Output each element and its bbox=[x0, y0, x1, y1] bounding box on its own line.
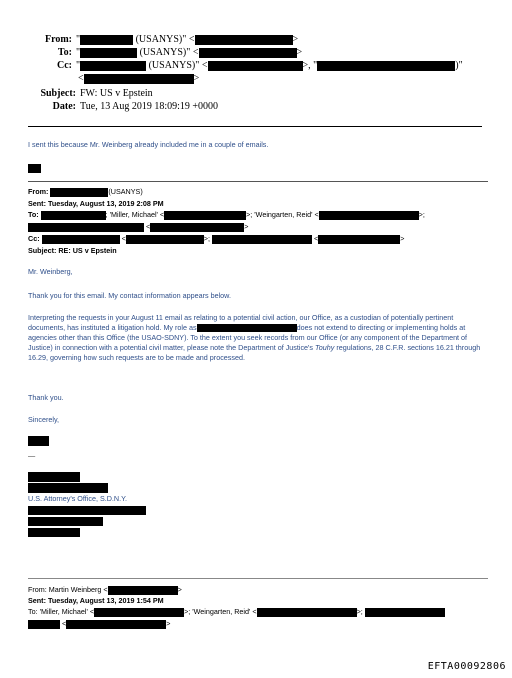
redaction bbox=[318, 235, 400, 244]
redaction bbox=[42, 235, 120, 244]
redaction bbox=[28, 436, 49, 446]
header-from-row: From: " (USANYS)" < > bbox=[0, 34, 298, 45]
redaction bbox=[41, 211, 106, 220]
intro-line: I sent this because Mr. Weinberg already included me in a couple of emails. bbox=[28, 140, 269, 149]
from-suffix: (USANYS) bbox=[108, 187, 143, 196]
redaction bbox=[66, 620, 166, 629]
redaction bbox=[317, 61, 455, 71]
redaction bbox=[257, 608, 357, 617]
sincerely: Sincerely, bbox=[28, 415, 60, 424]
header-cc-row-2: < > bbox=[78, 73, 200, 84]
message-divider bbox=[28, 578, 488, 579]
date-value: Tue, 13 Aug 2019 18:09:19 +0000 bbox=[80, 101, 219, 112]
greeting: Mr. Weinberg, bbox=[28, 267, 73, 276]
touhy-italic: Touhy bbox=[315, 343, 335, 352]
msg1-cc: Cc: < >; < > bbox=[28, 234, 405, 243]
to-miller: ; 'Miller, Michael' < bbox=[105, 210, 165, 219]
msg1-subject: Subject: RE: US v Epstein bbox=[28, 246, 117, 255]
redaction bbox=[319, 211, 419, 220]
header-subject-row bbox=[0, 88, 153, 99]
redaction bbox=[126, 235, 204, 244]
redaction bbox=[150, 223, 244, 232]
redaction bbox=[212, 235, 312, 244]
redaction bbox=[28, 506, 146, 515]
msg1-sent: Sent: Tuesday, August 13, 2019 2:08 PM bbox=[28, 199, 164, 208]
from-label: From: bbox=[44, 34, 72, 45]
para-litigation-hold bbox=[28, 313, 490, 363]
para-part-c: regulations, 28 C.F.R. sections 16.21 through 16.29, governing how such requests are to be made and processed. bbox=[28, 343, 481, 362]
subject-value: FW: US v Epstein bbox=[80, 88, 153, 99]
to-label: To: bbox=[57, 47, 72, 58]
redaction bbox=[28, 164, 41, 173]
redaction bbox=[80, 61, 146, 71]
office-name: U.S. Attorney's Office, S.D.N.Y. bbox=[28, 494, 127, 503]
signature-dash: — bbox=[28, 451, 36, 460]
redaction bbox=[164, 211, 246, 220]
redaction bbox=[208, 61, 303, 71]
from-value: (USANYS)" < bbox=[135, 34, 195, 45]
redaction bbox=[199, 48, 297, 58]
msg2-sent: Sent: Tuesday, August 13, 2019 1:54 PM bbox=[28, 596, 164, 605]
msg1-to-cont: < > bbox=[28, 222, 248, 232]
msg2-from: From: Martin Weinberg < > bbox=[28, 585, 182, 594]
redaction bbox=[84, 74, 194, 84]
message-divider bbox=[28, 181, 488, 182]
to-miller: To: 'Miller, Michael' < bbox=[28, 607, 95, 616]
date-label: Date: bbox=[52, 101, 76, 112]
redaction bbox=[94, 608, 184, 617]
redaction bbox=[28, 528, 80, 537]
redaction bbox=[28, 472, 80, 482]
cc-value: (USANYS)" < bbox=[148, 60, 208, 71]
msg1-to: To: ; 'Miller, Michael' < >; 'Weingarten, Reid' < >; bbox=[28, 210, 425, 219]
header-divider bbox=[28, 126, 482, 127]
redaction bbox=[80, 48, 137, 58]
para-thanks-email: Thank you for this email. My contact information appears below. bbox=[28, 291, 231, 300]
to-weingarten: >; 'Weingarten, Reid' < bbox=[246, 210, 319, 219]
subject-label: Subject: bbox=[40, 88, 76, 99]
cc-label: Cc: bbox=[28, 234, 40, 243]
header-date-row bbox=[0, 101, 218, 112]
msg1-from bbox=[28, 187, 143, 197]
cc-label: Cc: bbox=[57, 60, 72, 71]
to-label: To: bbox=[28, 210, 39, 219]
redaction bbox=[108, 586, 178, 595]
from-label: From: bbox=[28, 187, 49, 196]
document-id: EFTA00092806 bbox=[427, 661, 506, 672]
redaction bbox=[28, 223, 144, 232]
para-part-b: does not extend to directing or implementing holds at agencies other than this Office (the USAO-SDNY). To the extent you seek records from our Office (or any component of the Department of Justice) in connection with a potential civil matter, please note the Department of Justice's bbox=[28, 323, 468, 352]
redaction bbox=[28, 620, 60, 629]
msg2-to: To: 'Miller, Michael' < >; 'Weingarten, Reid' < >; bbox=[28, 607, 445, 617]
thank-you: Thank you. bbox=[28, 393, 64, 402]
redaction bbox=[197, 324, 297, 332]
header-to-row: To: " (USANYS)" < > bbox=[0, 47, 302, 58]
para-part-a: Interpreting the requests in your August 11 email as relating to a potential civil action, our Office, as a custodian of potentially pertinent documents, has instituted a litigation hold. My role as bbox=[28, 313, 454, 332]
from-line: From: Martin Weinberg < bbox=[28, 585, 108, 594]
redaction bbox=[195, 35, 293, 45]
to-weingarten: >; 'Weingarten, Reid' < bbox=[184, 607, 257, 616]
redaction bbox=[28, 517, 103, 526]
redaction bbox=[28, 483, 108, 493]
to-value: (USANYS)" < bbox=[139, 47, 199, 58]
redaction bbox=[50, 188, 108, 197]
header-cc-row: Cc: " (USANYS)" < >, " )" bbox=[0, 60, 463, 71]
redaction bbox=[365, 608, 445, 617]
msg2-to-cont: < > bbox=[28, 619, 170, 629]
redaction bbox=[80, 35, 133, 45]
